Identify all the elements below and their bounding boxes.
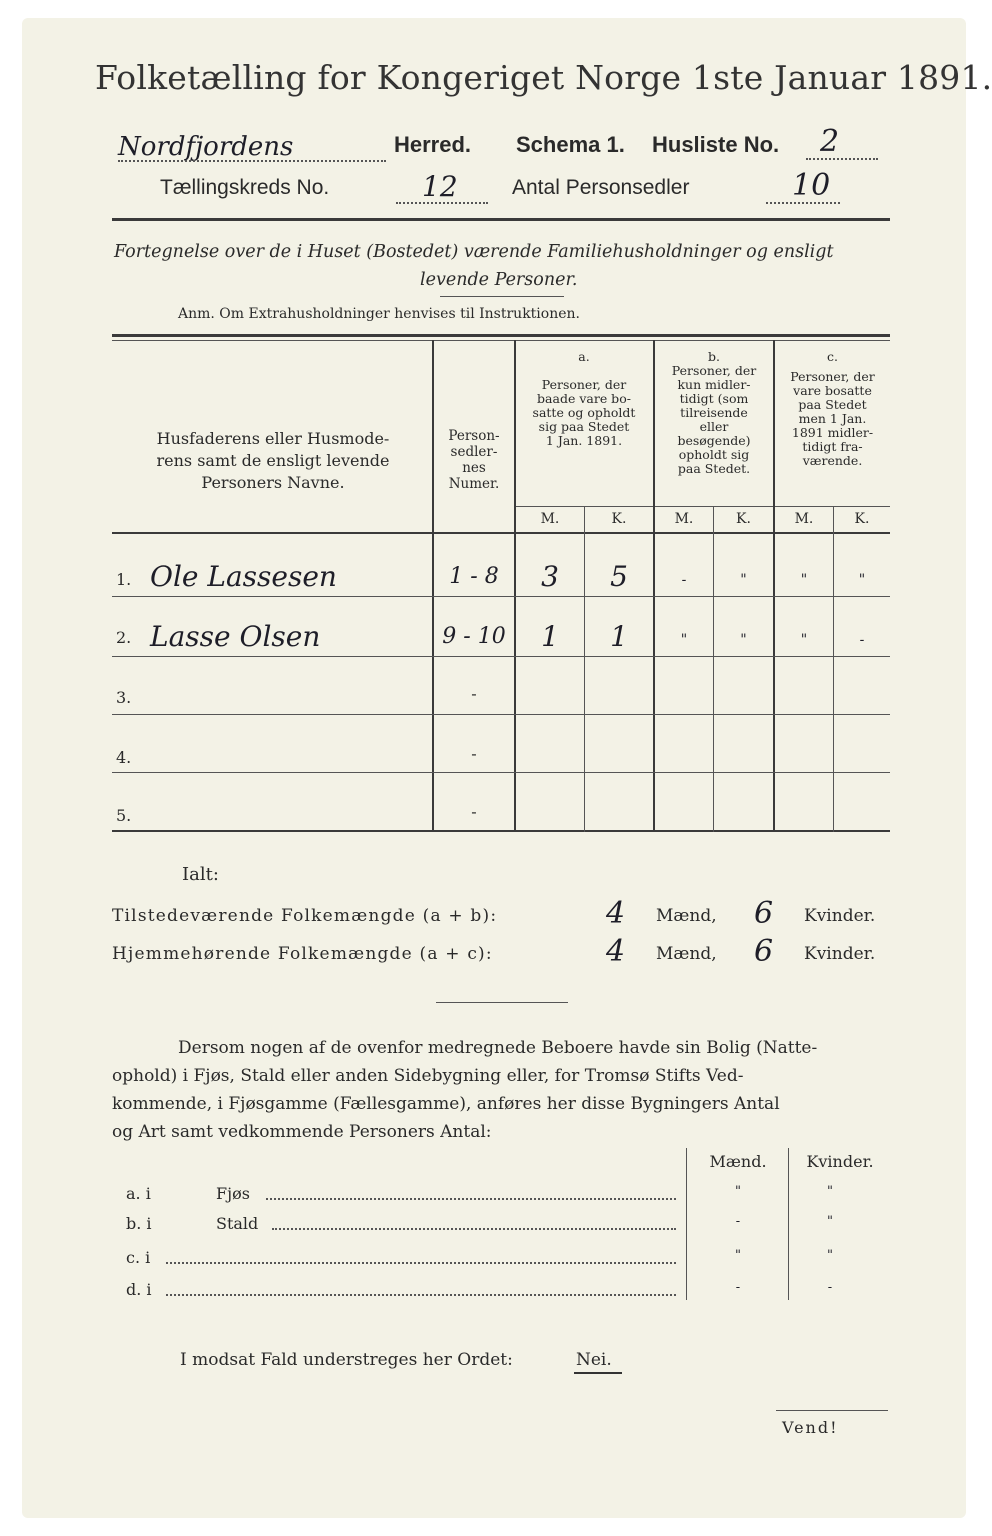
personsedler-numer: - — [471, 684, 477, 703]
antal-dotline — [766, 202, 840, 204]
row-rule-2 — [112, 656, 890, 657]
intro-line-2: levende Personer. — [420, 270, 578, 290]
col-header-b-l5: eller — [699, 419, 729, 434]
col-header-b-letter: b. — [708, 349, 720, 364]
personsedler-numer: 1 - 8 — [449, 564, 499, 589]
person-name: Lasse Olsen — [150, 620, 321, 653]
item-letter: d. i — [126, 1280, 152, 1299]
b-m-value: " — [680, 632, 688, 648]
col-header-a-l1: Personer, der — [541, 377, 627, 392]
a-k-value: 1 — [610, 620, 628, 653]
b-k-value: " — [740, 572, 747, 588]
herred-dotline — [118, 160, 386, 162]
separator-rule — [436, 1002, 568, 1003]
header-rule — [112, 218, 890, 221]
row-number: 5. — [116, 806, 132, 825]
personsedler-numer: 9 - 10 — [442, 624, 506, 649]
herred-label: Herred. — [394, 132, 472, 157]
item-dotline — [166, 1262, 676, 1264]
notice-line-4: og Art samt vedkommende Personers Antal: — [112, 1122, 492, 1142]
c-m-value: " — [800, 632, 808, 648]
hjemme-label: Hjemmehørende Folkemængde (a + c): — [112, 944, 493, 964]
col-header-name-l3: Personers Navne. — [201, 473, 345, 492]
b-m-label: M. — [674, 511, 694, 527]
item-maend-value: - — [735, 1214, 741, 1229]
item-kvinder-value: - — [827, 1280, 833, 1295]
personsedler-numer: - — [471, 744, 477, 763]
col-header-num-l3: nes — [462, 460, 486, 476]
kreds-value: 12 — [422, 170, 458, 203]
hjemme-maend-value: 4 — [606, 934, 626, 969]
hjemme-kvinder-value: 6 — [754, 934, 774, 969]
tilstede-kvinder-label: Kvinder. — [804, 906, 876, 926]
row-number: 2. — [116, 628, 132, 647]
item-dotline — [166, 1294, 676, 1296]
table-top-rule — [112, 334, 890, 337]
col-header-c-l1: Personer, der — [790, 369, 875, 384]
nei-word: Nei. — [576, 1350, 612, 1370]
intro-underline — [440, 296, 564, 297]
vend-text: Vend! — [782, 1418, 839, 1437]
col-header-c — [775, 350, 890, 468]
col-header-a-letter: a. — [578, 349, 590, 364]
antal-label: Antal Personsedler — [512, 176, 690, 199]
col-header-b-l7: opholdt sig — [678, 447, 750, 462]
item-dotline — [266, 1198, 676, 1200]
notice-maend-head: Mænd. — [709, 1152, 767, 1171]
antal-value: 10 — [792, 168, 831, 203]
a-k-value: 5 — [610, 560, 628, 593]
husliste-dotline — [806, 158, 878, 160]
item-dotline — [272, 1228, 676, 1230]
row-number: 3. — [116, 688, 132, 707]
person-name: Ole Lassesen — [150, 560, 337, 593]
tilstede-maend-value: 4 — [606, 896, 626, 931]
col-header-name-l2: rens samt de ensligt levende — [156, 451, 390, 470]
notice-kvinder-head: Kvinder. — [806, 1152, 874, 1171]
kreds-label: Tællingskreds No. — [160, 176, 330, 199]
item-letter: b. i — [126, 1214, 152, 1233]
col-header-num — [436, 428, 512, 492]
item-kvinder-value: " — [827, 1184, 833, 1199]
notice-line-3: kommende, i Fjøsgamme (Fællesgamme), anføres her disse Bygningers Antal — [112, 1094, 780, 1114]
col-header-a-l4: sig paa Stedet — [538, 419, 630, 434]
anm-note: Anm. Om Extrahusholdninger henvises til Instruktionen. — [178, 306, 580, 322]
item-maend-value: " — [735, 1248, 741, 1263]
c-m-value: " — [800, 572, 808, 588]
col-sep-ck — [833, 506, 834, 832]
husliste-label: Husliste No. — [652, 132, 780, 157]
c-k-value: - — [859, 632, 865, 648]
col-sep-name — [432, 340, 434, 832]
modsat-text: I modsat Fald understreges her Ordet: — [180, 1350, 513, 1370]
col-sep-bk — [713, 506, 714, 832]
b-k-label: K. — [736, 511, 751, 527]
col-header-c-l3: paa Stedet — [798, 397, 867, 412]
col-header-b — [655, 350, 773, 476]
col-header-a — [516, 350, 652, 448]
col-header-name — [118, 428, 428, 494]
c-k-value: " — [858, 572, 866, 588]
col-header-a-l5: 1 Jan. 1891. — [545, 433, 623, 448]
col-sep-ak — [584, 506, 585, 832]
hjemme-kvinder-label: Kvinder. — [804, 944, 876, 964]
hjemme-maend-label: Mænd, — [656, 944, 717, 964]
item-kvinder-value: " — [827, 1214, 833, 1229]
intro-line-1: Fortegnelse over de i Huset (Bostedet) værende Familiehusholdninger og ensligt — [114, 242, 834, 262]
item-maend-value: " — [735, 1184, 741, 1199]
col-header-b-l8: paa Stedet. — [677, 461, 751, 476]
row-rule-4 — [112, 772, 890, 773]
notice-col-sep-1 — [686, 1148, 687, 1300]
col-header-b-l2: kun midler- — [677, 377, 751, 392]
c-k-label: K. — [854, 511, 870, 527]
col-header-b-l3: tidigt (som — [679, 391, 749, 406]
form-title: Folketælling for Kongeriget Norge 1ste Januar 1891. — [95, 58, 992, 97]
item-label: Fjøs — [216, 1184, 250, 1203]
col-header-a-l3: satte og opholdt — [532, 405, 636, 420]
nei-underline — [574, 1372, 622, 1374]
husliste-value: 2 — [820, 124, 840, 159]
b-k-value: " — [740, 632, 747, 648]
row-rule-3 — [112, 714, 890, 715]
a-m-value: 3 — [541, 560, 559, 593]
col-header-name-l1: Husfaderens eller Husmode- — [156, 429, 390, 448]
kreds-dotline — [396, 202, 488, 204]
notice-line-2: ophold) i Fjøs, Stald eller anden Sidebygning eller, for Tromsø Stifts Ved- — [112, 1066, 744, 1086]
notice-col-sep-2 — [788, 1148, 789, 1300]
col-header-a-l2: baade vare bo- — [537, 391, 631, 406]
personsedler-numer: - — [471, 802, 477, 821]
a-k-label: K. — [611, 511, 627, 527]
col-header-b-l6: besøgende) — [677, 433, 751, 448]
col-header-b-l4: tilreisende — [680, 405, 748, 420]
item-letter: c. i — [126, 1248, 151, 1267]
col-header-num-l1: Person- — [448, 428, 500, 444]
col-header-c-letter: c. — [827, 349, 838, 364]
c-m-label: M. — [794, 511, 814, 527]
col-header-b-l1: Personer, der — [671, 363, 757, 378]
col-header-c-l2: vare bosatte — [793, 383, 872, 398]
tilstede-label: Tilstedeværende Folkemængde (a + b): — [112, 906, 498, 926]
ialt-label: Ialt: — [182, 864, 219, 885]
schema-label: Schema 1. — [516, 132, 625, 157]
col-header-c-l6: tidigt fra- — [802, 439, 863, 454]
notice-line-1: Dersom nogen af de ovenfor medregnede Beboere havde sin Bolig (Natte- — [178, 1038, 818, 1058]
row-number: 4. — [116, 748, 132, 767]
col-header-num-l2: sedler- — [450, 444, 498, 460]
item-label: Stald — [216, 1214, 259, 1233]
row-rule-1 — [112, 596, 890, 597]
a-m-label: M. — [540, 511, 560, 527]
herred-value: Nordfjordens — [118, 132, 294, 162]
tilstede-maend-label: Mænd, — [656, 906, 717, 926]
item-maend-value: - — [735, 1280, 741, 1295]
a-m-value: 1 — [541, 620, 559, 653]
col-header-c-l7: værende. — [802, 453, 863, 468]
row-number: 1. — [116, 570, 132, 589]
col-header-c-l5: 1891 midler- — [791, 425, 874, 440]
col-header-num-l4: Numer. — [448, 476, 500, 492]
vend-rule — [776, 1410, 888, 1411]
b-m-value: - — [681, 572, 687, 588]
tilstede-kvinder-value: 6 — [754, 896, 774, 931]
col-header-c-l4: men 1 Jan. — [798, 411, 867, 426]
item-kvinder-value: " — [827, 1248, 833, 1263]
item-letter: a. i — [126, 1184, 151, 1203]
